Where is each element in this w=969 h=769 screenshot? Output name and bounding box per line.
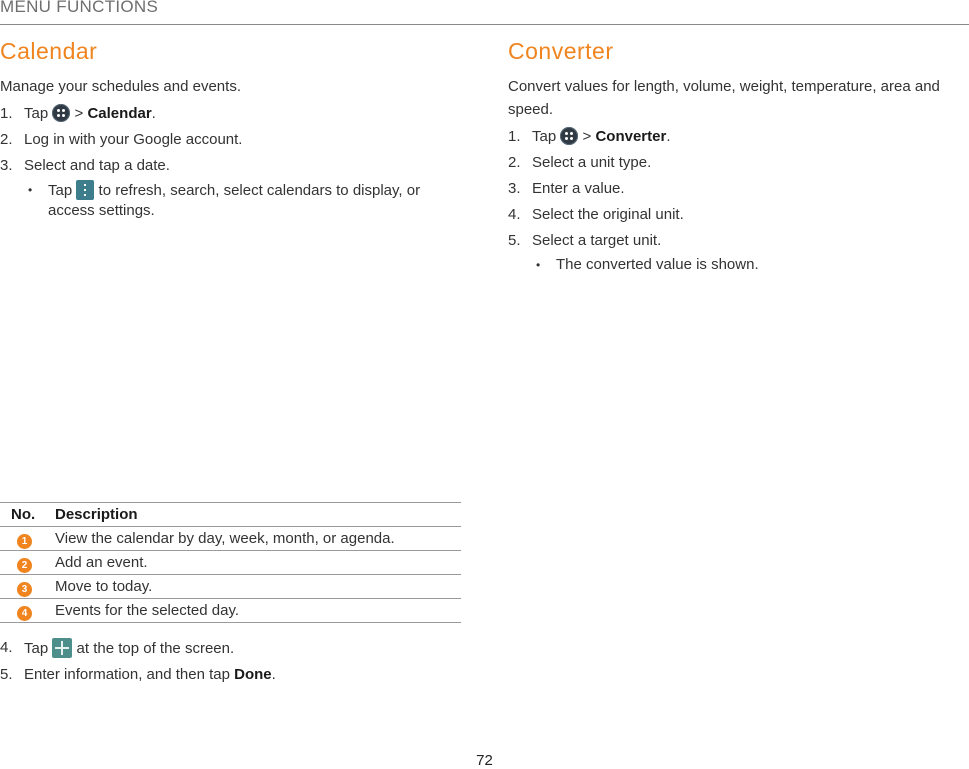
converter-step-2: 2. Select a unit type. [508,154,652,171]
calendar-step-3: 3. Select and tap a date. • Tap to refresh, search, select calendars to display, or access settings. [0,156,462,221]
table-cell-description: Events for the selected day. [55,599,461,623]
table-row [0,551,461,575]
calendar-step-4: 4. Tap at the top of the screen. [0,639,235,657]
table-header-description: Description [55,503,461,527]
apps-icon [52,104,70,122]
converter-intro: Convert values for length, volume, weight, temperature, area and speed. [508,78,940,118]
calendar-step-2: 2. Log in with your Google account. [0,131,243,148]
converter-step-4: 4. Select the original unit. [508,206,684,223]
converter-title: Converter [508,38,614,64]
more-vert-icon [76,180,94,200]
page-number: 72 [476,752,493,769]
calendar-title: Calendar [0,38,98,64]
table-row [0,575,461,599]
converter-steps [508,127,963,275]
table-cell-description: Move to today. [55,575,461,599]
converter-step-5-bullets [532,255,963,275]
converter-step-1: 1. Tap > Converter. [508,128,671,145]
converter-step-5: 5. Select a target unit. • The converted value is shown. [508,231,963,275]
header-divider [0,24,969,25]
table-header-no: No. [0,503,55,527]
number-badge: 2 [17,558,32,573]
calendar-step-5: 5. Enter information, and then tap Done. [0,666,276,683]
number-badge: 3 [17,582,32,597]
table-cell-description: Add an event. [55,551,461,575]
calendar-intro: Manage your schedules and events. [0,78,241,95]
section-header: MENU FUNCTIONS [0,0,159,16]
description-table [0,502,461,623]
done-label: Done [234,666,272,683]
converter-section [508,36,963,275]
converter-bullet: • The converted value is shown. [536,256,759,273]
calendar-app-label: Calendar [87,105,152,122]
number-badge: 4 [17,606,32,621]
add-icon [52,638,72,658]
converter-step-3: 3. Enter a value. [508,180,625,197]
table-header-row [0,503,461,527]
calendar-steps-continued [0,632,462,685]
calendar-bullet: • Tap to refresh, search, select calendars to display, or access settings. [28,182,421,219]
table-cell-description: View the calendar by day, week, month, or agenda. [55,527,461,551]
number-badge: 1 [17,534,32,549]
calendar-step-3-bullets [24,180,462,221]
table-row [0,527,461,551]
apps-icon [560,127,578,145]
calendar-steps [0,104,462,221]
table-row [0,599,461,623]
calendar-section [0,36,462,221]
calendar-step-1: 1. Tap > Calendar. [0,105,156,122]
converter-app-label: Converter [595,128,667,145]
